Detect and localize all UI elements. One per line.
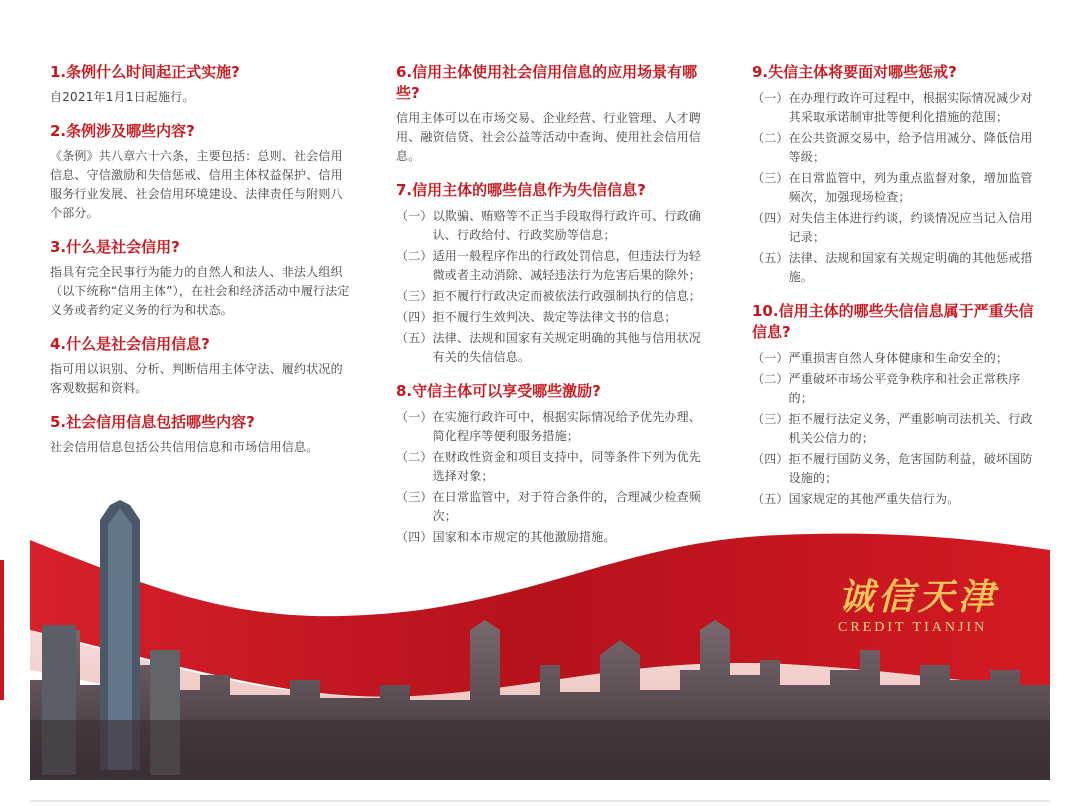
column-3 [752,58,1034,511]
answer-5: 社会信用信息包括公共信用信息和市场信用信息。 [50,440,319,454]
list-item: （三） 在日常监管中，对于符合条件的，合理减少检查频次； [396,490,702,523]
answer-4: 指可用以识别、分析、判断信用主体守法、履约状况的客观数据和资料。 [50,362,343,395]
list-item: （五） 法律、法规和国家有关规定明确的其他与信用状况有关的失信信息。 [396,331,702,364]
question-10-title: 10.信用主体的哪些失信信息属于严重失信信息? [752,302,1034,341]
question-2-title: 2.条例涉及哪些内容? [50,122,195,140]
list-item: （二） 在财政性资金和项目支持中，同等条件下列为优先选择对象； [396,450,702,483]
answer-6: 信用主体可以在市场交易、企业经营、行业管理、人才聘用、融资信贷、社会公益等活动中查询、使用社会信用信息。 [396,111,702,163]
list-item: （三） 拒不履行行政决定而被依法行政强制执行的信息； [396,289,702,303]
list-item: （一） 在办理行政许可过程中，根据实际情况减少对其采取承诺制审批等便利化措施的范围； [752,91,1033,124]
question-8-title: 8.守信主体可以享受哪些激励? [396,382,601,400]
list-item: （四） 对失信主体进行约谈，约谈情况应当记入信用记录； [752,211,1033,244]
question-6-title: 6.信用主体使用社会信用信息的应用场景有哪些? [396,63,698,102]
brand-logo [838,576,1038,636]
column-1 [50,58,350,457]
list-item: （一） 严重损害自然人身体健康和生命安全的； [752,351,1009,365]
left-red-strip [0,560,4,700]
brand-title-cn: 诚信天津 [838,576,999,618]
answer-1: 自2021年1月1日起施行。 [50,90,195,104]
answer-3: 指具有完全民事行为能力的自然人和法人、非法人组织（以下统称“信用主体”），在社会和经济活动中履行法定义务或者约定义务的行为和状态。 [50,265,350,317]
brand-title-en: CREDIT TIANJIN [838,620,988,635]
answer-9-list [752,89,1034,287]
column-2 [396,58,702,549]
list-item: （三） 拒不履行法定义务，严重影响司法机关、行政机关公信力的； [752,412,1033,445]
list-item: （一） 在实施行政许可中，根据实际情况给予优先办理、简化程序等便利服务措施； [396,410,702,443]
list-item: （一） 以欺骗、贿赂等不正当手段取得行政许可、行政确认、行政给付、行政奖励等信息； [396,209,702,242]
question-1-title: 1.条例什么时间起正式实施? [50,63,240,81]
list-item: （四） 拒不履行生效判决、裁定等法律文书的信息； [396,310,677,324]
list-item: （三） 在日常监管中，列为重点监督对象，增加监管频次，加强现场检查； [752,171,1033,204]
question-5-title: 5.社会信用信息包括哪些内容? [50,413,255,431]
question-4-title: 4.什么是社会信用信息? [50,335,210,353]
answer-2: 《条例》共八章六十六条，主要包括：总则、社会信用信息、守信激励和失信惩戒、信用主体权益保护、信用服务行业发展、社会信用环境建设、法律责任与附则八个部分。 [50,149,343,220]
list-item: （五） 国家规定的其他严重失信行为。 [752,492,960,506]
list-item: （二） 在公共资源交易中，给予信用减分、降低信用等级； [752,131,1033,164]
list-item: （二） 适用一般程序作出的行政处罚信息，但违法行为轻微或者主动消除、减轻违法行为危害后果的除外； [396,249,702,282]
bottom-divider [30,800,1050,802]
list-item: （四） 国家和本市规定的其他激励措施。 [396,530,616,544]
answer-7-list [396,207,702,367]
question-3-title: 3.什么是社会信用? [50,238,180,256]
list-item: （五） 法律、法规和国家有关规定明确的其他惩戒措施。 [752,251,1033,284]
list-item: （四） 拒不履行国防义务，危害国防利益，破坏国防设施的； [752,452,1033,485]
list-item: （二） 严重破坏市场公平竞争秩序和社会正常秩序的； [752,372,1021,405]
question-7-title: 7.信用主体的哪些信息作为失信信息? [396,181,646,199]
question-9-title: 9.失信主体将要面对哪些惩戒? [752,63,957,81]
